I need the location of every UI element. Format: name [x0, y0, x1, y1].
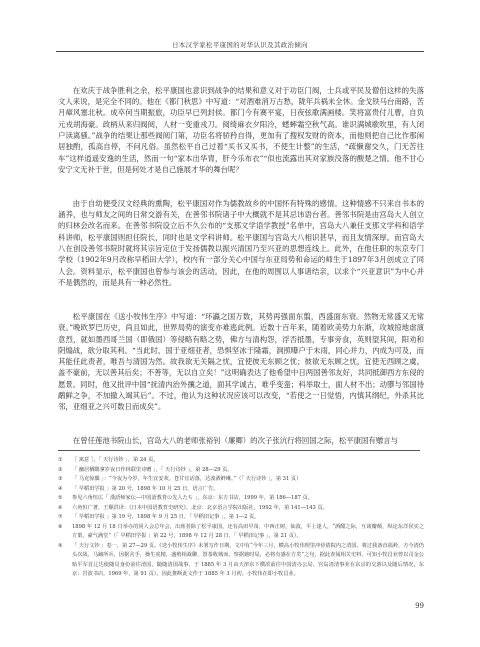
footnote-marker: ⑨ [58, 542, 63, 549]
footnote-text: 参见六角恒広「 漢語师家伝—中国語教育の先人たち 」，东京：东方书店，1999 年，第 186—187 页。 [72, 495, 313, 501]
footnote-marker: ③ [58, 476, 63, 482]
footnote-text: 「 幽居栖隅拿岁夜日作林联里诗赠 」，「 天行诗钞 」，第 28—29 页。 [72, 466, 233, 473]
footnote-text: ［ 寓意 ］，「 天行诗钞 」，第 24 页。 [72, 457, 159, 463]
footnote-marker: ⑤ [58, 495, 63, 501]
footnotes [58, 456, 424, 580]
footnote-text: 「 早稻田学报 」第 19 号，1898 年 9 月 25 日，「 早稻田记事 」，第 1—2 页。 [72, 514, 260, 520]
footnote [58, 513, 424, 523]
footnote-text: 六角恒广著，王顺洪译：《日本中国语教育史研究》，北京：北京语言学院出版社，1992 年，第 141—143 页。 [72, 504, 328, 511]
footnote-marker: ② [58, 466, 63, 473]
running-header: 日本汉学家松平康国的对华认识及其政治倾向 [172, 41, 308, 49]
footnote [58, 504, 424, 514]
footnote [58, 494, 424, 504]
footnote [58, 523, 424, 542]
footnote [58, 542, 424, 580]
footnote-text: 「 早稻田学报 」第 20 号，1898 年 10 月 25 日，语言广告。 [72, 485, 219, 492]
footnote [58, 475, 424, 485]
main-text [58, 62, 424, 469]
paragraph: 松平康国在《送小牧伟生序》中写道：“环瀛之国万数，其势再强面东翦，西盛面东衰。然物无常盛又无常衰。”晚欧罗巴历史，尚且如此，世界局势的演变亦难逃此例。近数十百年来，随着欧美势力东渐，攻城掠地虐演意烈，就如墨西哥兰国（即俄国）等侵略有略之势，佛方与清构怨，浮否抵墨，专事旁食，英则望其间，阳劝和阴煽战，欲分取其利。“当此时，国于亚细亚者，恐惧坚冰于隆霜，洞照曝户于未雨，同心并力，内成为可及，而其能任此责者，唯吾与清国为然。故我欲无关隔之忧，宜使彼无东顾之忧；彼欲无东顾之忧，宜使无西顾之虞。盖不豪前，无以善其后矣；不善等，无以自立矣！”这明确表达了他希望中日两国善邻友好，共同抵御西方东侵的愿景。同时，他又批评中国“抚清内治外攘之道，面其学诚古，难乎变蛮；科举取士，面人材不出；动隳与邻国待鹬鲜之争，不加撤入竭其后”。不过，他认为这种状况应该可以改变，“若使之一日觉悟，内慎其纲纪，外杀其比邻，亚细亚之兴可数日而成矣”。 [58, 311, 424, 412]
header-rule [56, 51, 424, 52]
footnote-text: 1898 年 12 月 18 日举办的同人会总年会，出席者除了松平康国，还有高田早苗，中西正树，仙波，平上逢人，“酒酣之际，互谈瓣颠，纵论东洋侯实之方策，豪气满堂”（「 早稻田学报 」第 22 号，1898 年 12 月 28 日，「 早稻田记事 」，第 21 页）。 [72, 523, 424, 539]
footnote-rule [58, 450, 420, 451]
footnote-text: 「 马克惊偶 」：“今夜为今岁，年生宜安欢。苍甘宜话落，达波酒鲜琳。”（「 天行诗钞 」，第 31 页） [72, 476, 302, 482]
footnote-marker: ⑦ [58, 514, 63, 520]
footnote [58, 466, 424, 476]
paragraph: 在欢庆于战争胜利之余，松平康国也意识到战争的结果和意义对于功臣门阀，士兵或平民及僧侣这样的失落文人来说，是完全不同的。他在《都门秋思》中写道：“对酒难消万古愁，陇年兵祸未全休。金戈铁马台南路，苦月瘴风塞北秋。成卒何当期振旅，功臣早已列封侯。都门今有赛平宴，日夜弦歌满画楼。笑将富贵付儿曹，自负元戎胡海豪。政柄从来归阀阅，人材一变重戎刀。阅绮麻衣夕阳冷，蟋蟀霜空秋气高。谁识满城歌吹里，有人闭户读离骚。”战争的结果让那些阀阅门第，功臣名将骄矜自得，更加有了搜权发财的资本，而他则把自己比作那闲居独酌，孤高自停，不问凡俗。虽然松平自己过着“买书又买书，不使生计整”的生活，“疏懒谢交久，门无苦往车”这样逍遥安逸的生活，然而一句“家本出华胄，肝今乐布衣”“似也流露出其对家族没落的酸楚之情。他不甘心安宁文无补于世，但是何处才是自己施展才华的舞台呢？ [58, 85, 424, 174]
footnote-marker: ① [58, 457, 63, 463]
footnote-marker: ⑥ [58, 504, 63, 511]
footnote-text: 「 天行文钞 」卷一，第 27—29 页。《送小牧伟生序》未署写作日期。文中有“今年三月，横高小牧伟理里冲侍倩院内之清国，将过我备直福岭，方今清仍头次战，马蹄所兵，因据舍手，操生虎精，盛殖相裁聊，置茶收城而，察据她时局，必将有感在方矣”之句，据此查阅相关史料，可知小牧昌业曾以司金公贴平军首辽达使随员身份前往清国，随随清国战事，于 1885 年 3 月由天津东下横滨前往中国清办公局。宫岛清清事业在东京的交游以及随后情况，东京：岩波书店，1969 年，第 91 页）。因此推断此文作于 1885 年 3 月初。小牧伟在即小牧昌业。 [72, 542, 424, 577]
paragraph: 由于自幼便受汉文经典的熏陶，松平康国对作为儒教故乡的中国怀有特殊的感情。这种情感不只来自书本的涵养，也与师友之间的日常交游有关，在善邻书院诸子中大概就不是其忌讳语台者。善邻书院是由宫岛大人创立的归林会改名而来。在善邻书院设立后不久公布的“支那文学语学教授”名单中，宫岛大八兼任支那文学科和语学科讲师，松平康国则担任院长，同时也是文学科讲师。松平康国与宫岛大八相识甚早，而且友情深厚。而宫岛大八在创设善邻书院时就将其宗旨定位于发扬儒教以振兴清国乃至兴亚的思想连线上。此外，在他任职的东京专门学校（1902年9月改称早稻田大学），校内有一部分关心中国与东亚局势和命运的师生于1897年3月创成立了同人会。资料显示，松平康国也曾参与该会的活动。因此，在他的周围以人事诸结亲，以求个“兴亚意识”为中心并不是偶然的，而是具有一种必然性。 [58, 198, 424, 287]
footnote-marker: ⑧ [58, 523, 63, 530]
paragraph: 在曾任莲池书院山长，宫岛大八的老师张裕钊（廉卿）的次子张沆行将回国之际，松平康国有赠言与 [72, 436, 398, 446]
footnote-marker: ④ [58, 485, 63, 492]
page-number: 99 [415, 602, 424, 610]
footnote [58, 456, 424, 466]
footnote [58, 485, 424, 495]
